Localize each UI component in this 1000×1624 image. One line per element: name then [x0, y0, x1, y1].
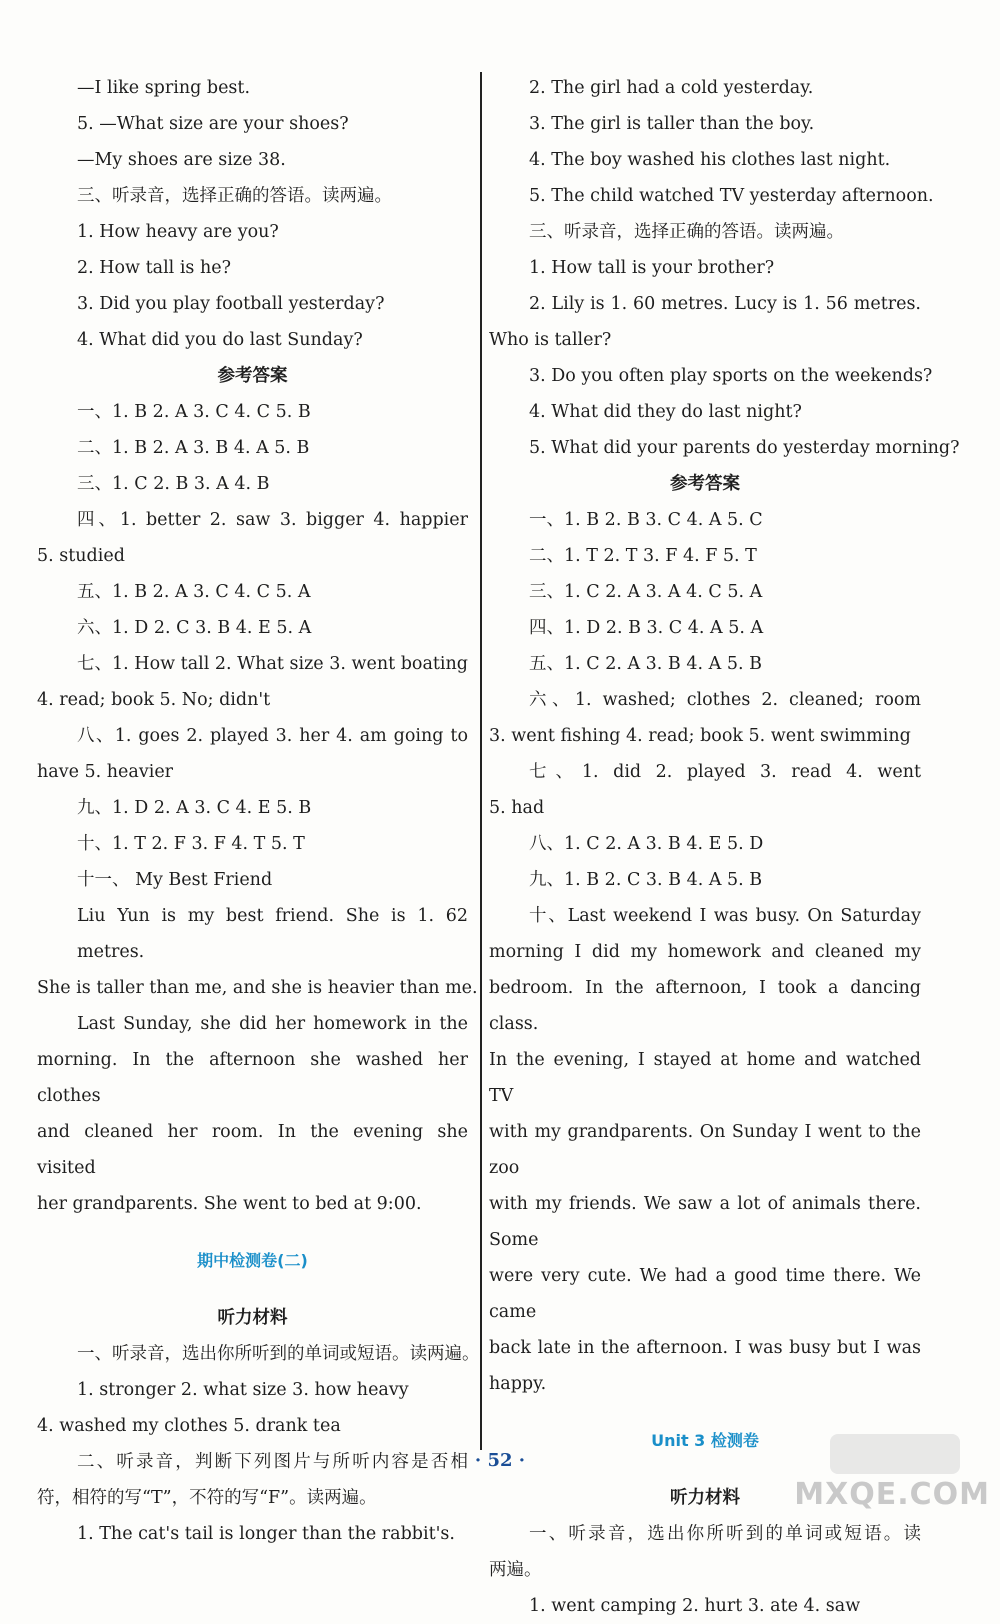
left-line: 5. —What size are your shoes? [77, 114, 349, 134]
right-line: 4. The boy washed his clothes last night. [529, 150, 891, 170]
left-column [37, 70, 480, 1552]
right-line: morning I did my homework and cleaned my [489, 942, 921, 962]
left-line: 一、1. B 2. A 3. C 4. C 5. B [77, 402, 311, 422]
left-line: 二、听录音，判断下列图片与所听内容是否相 [77, 1452, 468, 1472]
right-line: 九、1. B 2. C 3. B 4. A 5. B [529, 870, 763, 890]
right-line: Who is taller? [489, 330, 612, 350]
right-line: 参考答案 [670, 474, 740, 494]
right-line: back late in the afternoon. I was busy but I was [489, 1338, 921, 1358]
right-line: 3. Do you often play sports on the weekends? [529, 366, 933, 386]
right-line: 四、1. D 2. B 3. C 4. A 5. A [529, 618, 764, 638]
right-line: 七、1. did 2. played 3. read 4. went [529, 762, 921, 782]
page-number: · 52 · [474, 1450, 526, 1471]
left-line: 听力材料 [217, 1308, 288, 1328]
right-line: 2. Lily is 1. 60 metres. Lucy is 1. 56 metres. [529, 294, 921, 314]
left-line: 4. What did you do last Sunday? [77, 330, 363, 350]
page-number-value: 52 [487, 1450, 513, 1471]
left-line: 三、听录音，选择正确的答语。读两遍。 [77, 186, 392, 206]
right-line: 4. What did they do last night? [529, 402, 802, 422]
left-line: 十、1. T 2. F 3. F 4. T 5. T [77, 834, 305, 854]
left-line: and cleaned her room. In the evening she visited [37, 1122, 468, 1178]
right-line: 三、听录音，选择正确的答语。读两遍。 [529, 222, 844, 242]
left-line: 五、1. B 2. A 3. C 4. C 5. A [77, 582, 311, 602]
left-line [37, 1222, 468, 1243]
column-divider [480, 72, 482, 1450]
right-line: were very cute. We had a good time there. We came [489, 1266, 921, 1322]
left-line [37, 1279, 468, 1300]
right-line: with my friends. We saw a lot of animals there. Some [489, 1194, 921, 1250]
left-line: 参考答案 [217, 366, 288, 386]
right-line: 五、1. C 2. A 3. B 4. A 5. B [529, 654, 762, 674]
left-line: —I like spring best. [77, 78, 251, 98]
left-line: 4. washed my clothes 5. drank tea [37, 1416, 341, 1436]
left-line: 六、1. D 2. C 3. B 4. E 5. A [77, 618, 312, 638]
right-line: 十、Last weekend I was busy. On Saturday [529, 906, 921, 926]
left-line: Liu Yun is my best friend. She is 1. 62 metres. [77, 906, 468, 962]
right-line: 三、1. C 2. A 3. A 4. C 5. A [529, 582, 763, 602]
left-line: Last Sunday, she did her homework in the [77, 1014, 468, 1034]
left-line: morning. In the afternoon she washed her clothes [37, 1050, 468, 1106]
right-line: Unit 3 检测卷 [651, 1431, 759, 1450]
watermark-logo [830, 1434, 960, 1474]
left-line: 符，相符的写“T”，不符的写“F”。读两遍。 [37, 1488, 377, 1508]
right-line: 3. The girl is taller than the boy. [529, 114, 815, 134]
left-line: 1. The cat's tail is longer than the rabbit's. [77, 1524, 455, 1544]
left-line: 九、1. D 2. A 3. C 4. E 5. B [77, 798, 312, 818]
left-line: 七、1. How tall 2. What size 3. went boating [77, 654, 468, 674]
left-line: 三、1. C 2. B 3. A 4. B [77, 474, 270, 494]
left-line: 十一、 My Best Friend [77, 870, 273, 890]
right-line: 3. went fishing 4. read; book 5. went swimming [489, 726, 911, 746]
right-line: 2. The girl had a cold yesterday. [529, 78, 814, 98]
right-line: 六、1. washed; clothes 2. cleaned; room [529, 690, 921, 710]
right-line: 八、1. C 2. A 3. B 4. E 5. D [529, 834, 764, 854]
right-line: happy. [489, 1374, 547, 1394]
right-line: 一、1. B 2. B 3. C 4. A 5. C [529, 510, 763, 530]
left-line: 2. How tall is he? [77, 258, 231, 278]
right-line: 5. The child watched TV yesterday afternoon. [529, 186, 934, 206]
right-line: 5. What did your parents do yesterday morning? [529, 438, 960, 458]
right-line: bedroom. In the afternoon, I took a dancing class. [489, 978, 921, 1034]
right-line: 一、听录音，选出你所听到的单词或短语。读 [529, 1524, 921, 1544]
right-line: 两遍。 [489, 1560, 542, 1580]
right-column [489, 70, 960, 1624]
left-line: 二、1. B 2. A 3. B 4. A 5. B [77, 438, 310, 458]
right-line: with my grandparents. On Sunday I went to the zoo [489, 1122, 921, 1178]
right-line: 1. How tall is your brother? [529, 258, 775, 278]
left-line: 期中检测卷(二) [197, 1251, 308, 1270]
left-line: have 5. heavier [37, 762, 174, 782]
watermark-text: MXQE.COM [794, 1477, 990, 1512]
left-line: 1. stronger 2. what size 3. how heavy [77, 1380, 409, 1400]
left-line: 一、听录音，选出你所听到的单词或短语。读两遍。 [77, 1344, 480, 1364]
right-line: 1. went camping 2. hurt 3. ate 4. saw [529, 1596, 861, 1616]
right-line: 听力材料 [670, 1488, 740, 1508]
left-line: She is taller than me, and she is heavier than me. [37, 978, 478, 998]
right-line: In the evening, I stayed at home and watched TV [489, 1050, 921, 1106]
right-line: 二、1. T 2. T 3. F 4. F 5. T [529, 546, 757, 566]
right-line: 5. had [489, 798, 545, 818]
left-line: 四、1. better 2. saw 3. bigger 4. happier [77, 510, 468, 530]
left-line: —My shoes are size 38. [77, 150, 286, 170]
left-line: 3. Did you play football yesterday? [77, 294, 385, 314]
right-line [489, 1402, 921, 1423]
left-line: 1. How heavy are you? [77, 222, 279, 242]
left-line: 八、1. goes 2. played 3. her 4. am going to [77, 726, 468, 746]
left-line: 5. studied [37, 546, 125, 566]
left-line: 4. read; book 5. No; didn't [37, 690, 271, 710]
left-line: her grandparents. She went to bed at 9:00. [37, 1194, 422, 1214]
